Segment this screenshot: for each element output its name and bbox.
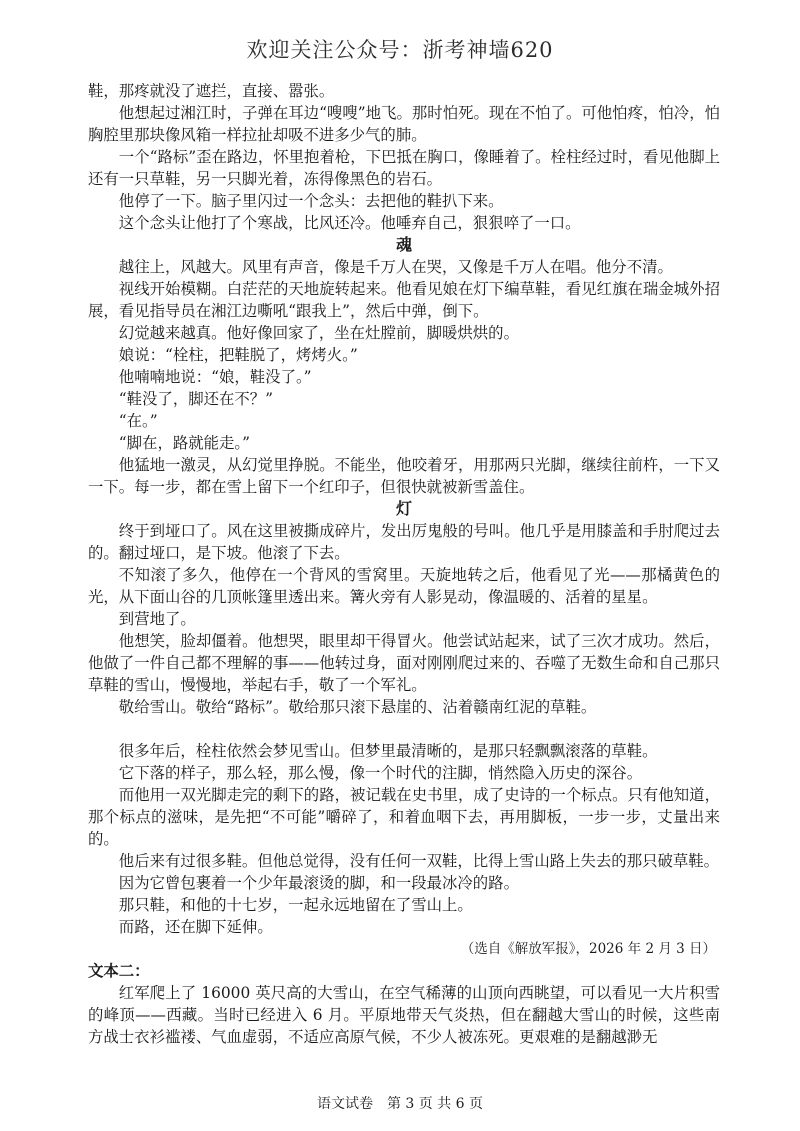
page-header: 欢迎关注公众号：浙考神墙620 — [246, 38, 554, 62]
paragraph: “鞋没了，脚还在不？” — [118, 390, 274, 408]
paragraph: 他猛地一激灵，从幻觉里挣脱。不能坐，他咬着牙，用那两只光脚，继续往前杵，一下又一下。每一步，都在雪上留下一个红印子，但很快就被新雪盖住。 — [88, 456, 720, 496]
paragraph: 它下落的样子，那么轻，那么慢，像一个时代的注脚，悄然隐入历史的深谷。 — [118, 764, 643, 782]
paragraph: 娘说：“栓柱，把鞋脱了，烤烤火。” — [118, 346, 358, 364]
paragraph: 视线开始模糊。白茫茫的天地旋转起来。他看见娘在灯下编草鞋，看见红旗在瑞金城外招展，看见指导员在湘江边嘶吼“跟我上”，然后中弹，倒下。 — [88, 280, 720, 320]
paragraph: 不知滚了多久，他停在一个背风的雪窝里。天旋地转之后，他看见了光——那橘黄色的光，从下面山谷的几顶帐篷里透出来。篝火旁有人影晃动，像温暖的、活着的星星。 — [88, 566, 720, 606]
paragraph: 很多年后，栓柱依然会梦见雪山。但梦里最清晰的，是那只轻飘飘滚落的草鞋。 — [118, 742, 658, 760]
paragraph: 他停了一下。脑子里闪过一个念头：去把他的鞋扒下来。 — [118, 192, 504, 210]
paragraph: 他后来有过很多鞋。但他总觉得，没有任何一双鞋，比得上雪山路上失去的那只破草鞋。 — [118, 852, 720, 870]
section-gap — [88, 718, 720, 740]
paragraph: “脚在，路就能走。” — [118, 434, 250, 452]
paragraph: 而他用一双光脚走完的剩下的路，被记载在史书里，成了史诗的一个标点。只有他知道，那个标点的滋味，是先把“不可能”嚼碎了，和着血咽下去，再用脚板，一步一步，丈量出来的。 — [88, 786, 720, 848]
source-citation: （选自《解放军报》，2026 年 2 月 3 日） — [460, 941, 716, 957]
paragraph: 而路，还在脚下延伸。 — [118, 918, 273, 936]
paragraph: 他想起过湘江时，子弹在耳边“嗖嗖”地飞。那时怕死。现在不怕了。可他怕疼，怕冷，怕胸腔里那块像风箱一样拉扯却吸不进多少气的肺。 — [88, 104, 720, 144]
paragraph: 他想笑，脸却僵着。他想哭，眼里却干得冒火。他尝试站起来，试了三次才成功。然后，他做了一件自己都不理解的事——他转过身，面对刚刚爬过来的、吞噬了无数生命和自己那只草鞋的雪山，慢慢地，举起右手，敬了一个军礼。 — [88, 632, 720, 694]
paragraph: 他喃喃地说：“娘，鞋没了。” — [118, 368, 312, 386]
paragraph: 那只鞋，和他的十七岁，一起永远地留在了雪山上。 — [118, 896, 473, 914]
paragraph: 终于到垭口了。风在这里被撕成碎片，发出厉鬼般的号叫。他几乎是用膝盖和手肘爬过去的。翻过垭口，是下坡。他滚了下去。 — [88, 522, 720, 562]
paragraph: 这个念头让他打了个寒战，比风还冷。他唾弃自己，狠狠啐了一口。 — [118, 214, 581, 232]
paragraph: 幻觉越来越真。他好像回家了，坐在灶膛前，脚暖烘烘的。 — [118, 324, 519, 342]
section-heading-soul: 魂 — [395, 235, 412, 254]
paragraph: 到营地了。 — [118, 610, 196, 628]
section-heading-lamp: 灯 — [395, 499, 412, 518]
paragraph: 敬给雪山。敬给“路标”。敬给那只滚下悬崖的、沾着赣南红泥的草鞋。 — [118, 698, 597, 716]
paragraph: 因为它曾包裹着一个少年最滚烫的脚，和一段最冰冷的路。 — [118, 874, 519, 892]
paragraph: 越往上，风越大。风里有声音，像是千万人在哭，又像是千万人在唱。他分不清。 — [118, 258, 673, 276]
paragraph: 鞋，那疼就没了遮拦，直接、嚣张。 — [88, 82, 335, 100]
paragraph: 红军爬上了 16000 英尺高的大雪山，在空气稀薄的山顶向西眺望，可以看见一大片积雪的峰顶——西藏。当时已经进入 6 月。平原地带天气炎热，但在翻越大雪山的时候，这些南方战士衣衫褴褛、气血虚弱，不适应高原气候，不少人被冻死。更艰难的是翻越渺无 — [88, 984, 720, 1046]
paragraph: “在。” — [118, 412, 158, 430]
article-body — [88, 80, 720, 1048]
page-footer: 语文试卷 第 3 页 共 6 页 — [316, 1096, 484, 1112]
paragraph: 一个“路标”歪在路边，怀里抱着枪，下巴抵在胸口，像睡着了。栓柱经过时，看见他脚上还有一只草鞋，另一只脚光着，冻得像黑色的岩石。 — [88, 148, 720, 188]
section-label-text2: 文本二： — [88, 962, 150, 980]
